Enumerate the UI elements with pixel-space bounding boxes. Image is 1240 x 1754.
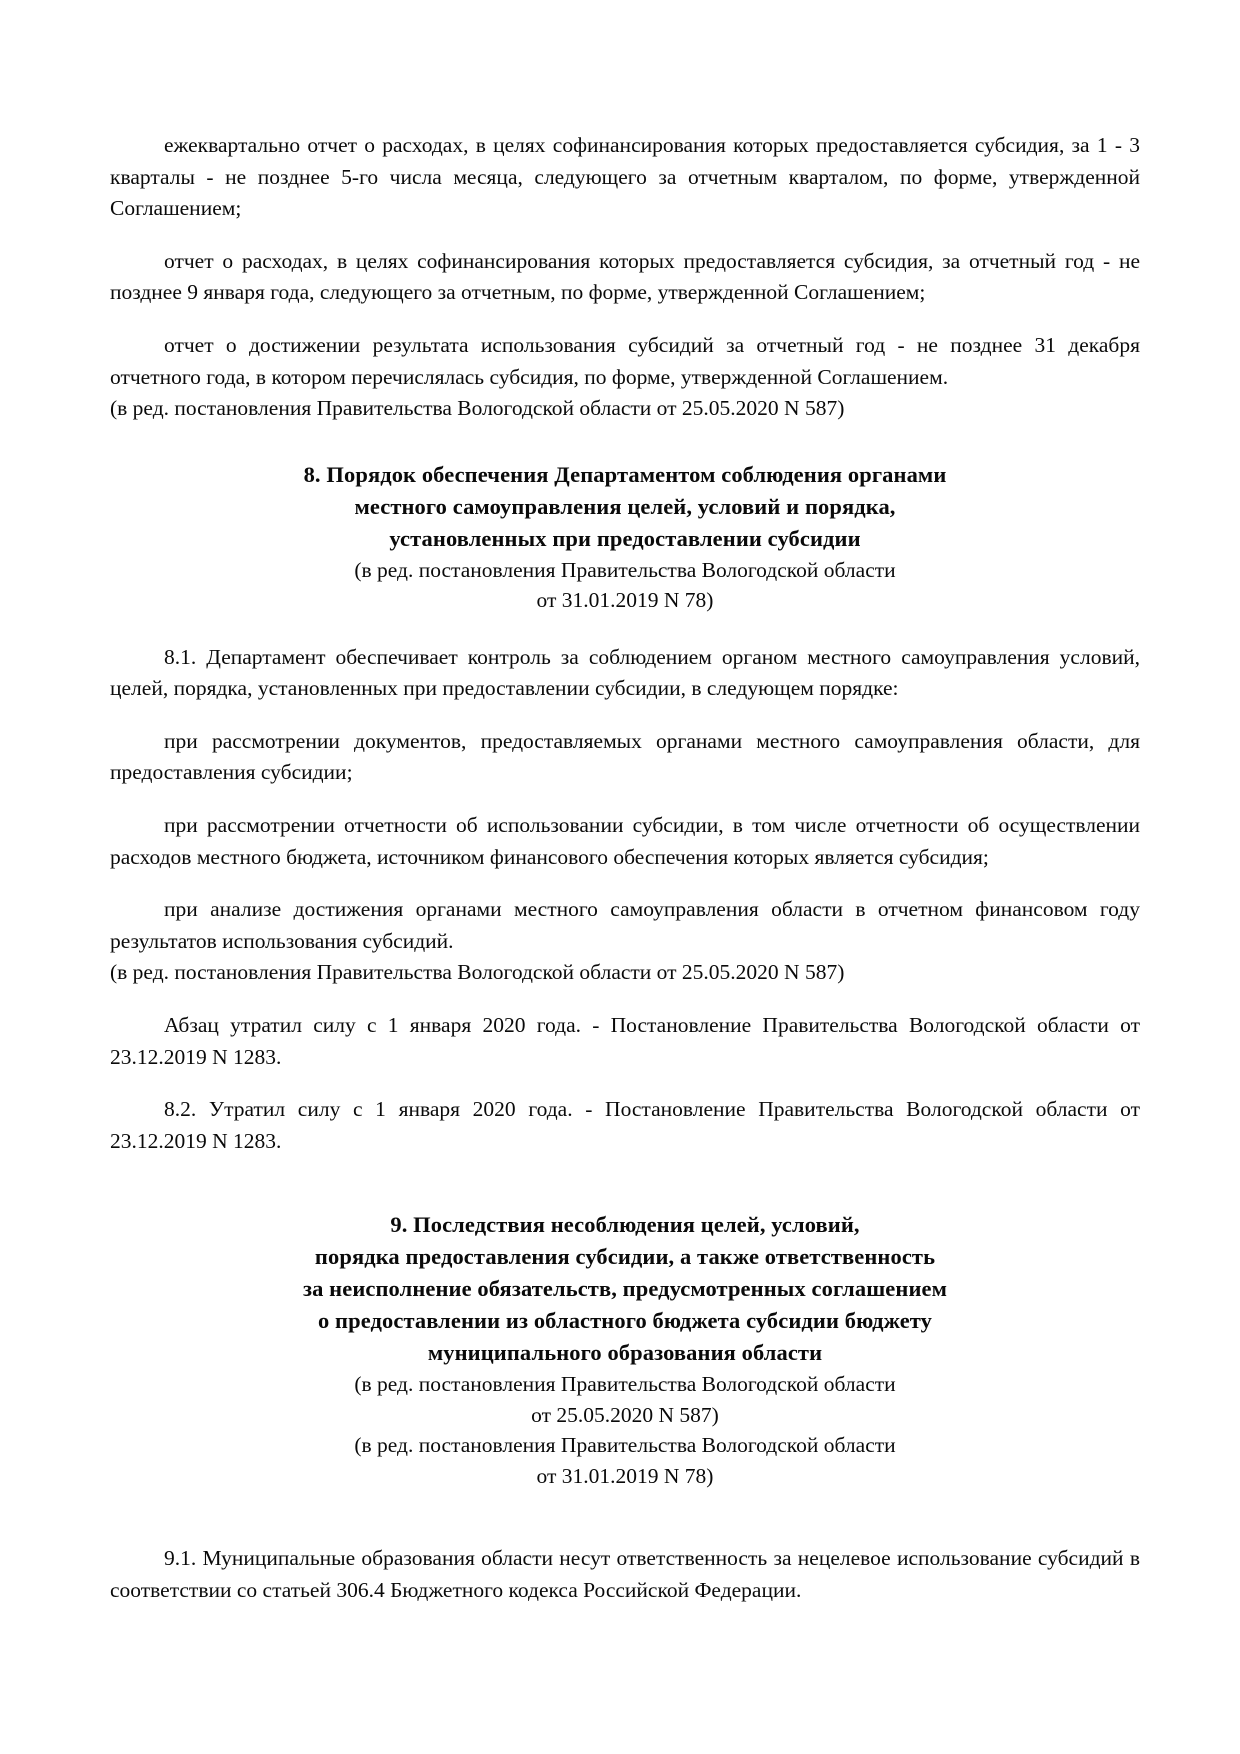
section-8-heading-line-2: местного самоуправления целей, условий и порядка, [354, 493, 896, 519]
section-9-citation-line-2: от 25.05.2020 N 587) [531, 1402, 719, 1427]
section-8-citation-line-2: от 31.01.2019 N 78) [536, 588, 714, 613]
paragraph-8-1-control: 8.1. Департамент обеспечивает контроль за соблюдением органом местного самоуправления условий, целей, порядка, установленных при предоставлении субсидии, в следующем порядке: [110, 644, 1140, 701]
paragraph-abzac-repealed: Абзац утратил силу с 1 января 2020 года. - Постановление Правительства Вологодской области от 23.12.2019 N 1283. [110, 1012, 1140, 1069]
section-9-citation-line-1: (в ред. постановления Правительства Вологодской области [354, 1372, 896, 1396]
section-8-heading-line-1: 8. Порядок обеспечения Департаментом соблюдения органами [303, 461, 947, 487]
amendment-citation-587-second: (в ред. постановления Правительства Вологодской области от 25.05.2020 N 587) [110, 960, 845, 985]
section-9-heading-line-4: о предоставлении из областного бюджета субсидии бюджету [317, 1308, 933, 1334]
section-9-citation-line-3: (в ред. постановления Правительства Вологодской области [354, 1433, 896, 1458]
paragraph-document-review: при рассмотрении документов, предоставляемых органами местного самоуправления области, для предоставления субсидии; [110, 728, 1140, 785]
paragraph-8-2-repealed: 8.2. Утратил силу с 1 января 2020 года. - Постановление Правительства Вологодской области от 23.12.2019 N 1283. [110, 1097, 1140, 1153]
paragraph-analysis-achievement: при анализе достижения органами местного самоуправления области в отчетном финансовом году результатов использования субсидий. [110, 897, 1140, 953]
section-9-citation-line-4: от 31.01.2019 N 78) [536, 1463, 714, 1488]
amendment-citation-587-first: (в ред. постановления Правительства Вологодской области от 25.05.2020 N 587) [110, 396, 845, 421]
spacer [110, 1517, 1140, 1543]
section-9-heading-line-5: муниципального образования области [427, 1340, 823, 1366]
section-9-heading [110, 1209, 1140, 1491]
section-8-citation-line-1: (в ред. постановления Правительства Вологодской области [354, 557, 896, 582]
section-9-heading-line-1: 9. Последствия несоблюдения целей, условий, [390, 1212, 860, 1238]
section-8-heading [110, 459, 1140, 616]
paragraph-result-achievement-report: отчет о достижении результата использования субсидий за отчетный год - не позднее 31 декабря отчетного года, в котором перечислялась субсидия, по форме, утвержденной Соглашением. [110, 332, 1140, 389]
section-8-heading-line-3: установленных при предоставлении субсидии [389, 525, 861, 551]
document-body [110, 130, 1140, 1606]
paragraph-quarterly-report: ежеквартально отчет о расходах, в целях софинансирования которых предоставляется субсидия, за 1 - 3 кварталы - не позднее 5-го числа месяца, следующего за отчетным кварталом, по форме, утвержденной Соглашением; [110, 133, 1140, 221]
paragraph-9-1-responsibility: 9.1. Муниципальные образования области несут ответственность за нецелевое использование субсидий в соответствии со статьей 306.4 Бюджетного кодекса Российской Федерации. [110, 1546, 1140, 1602]
paragraph-annual-expense-report: отчет о расходах, в целях софинансирования которых предоставляется субсидия, за отчетный год - не позднее 9 января года, следующего за отчетным, по форме, утвержденной Соглашением; [110, 248, 1140, 305]
section-9-heading-line-3: за неисполнение обязательств, предусмотренных соглашением [302, 1276, 948, 1302]
paragraph-reporting-review: при рассмотрении отчетности об использовании субсидии, в том числе отчетности об осуществлении расходов местного бюджета, источником финансового обеспечения которых является субсидия; [110, 812, 1140, 869]
section-9-heading-line-2: порядка предоставления субсидии, а также ответственность [314, 1244, 936, 1270]
